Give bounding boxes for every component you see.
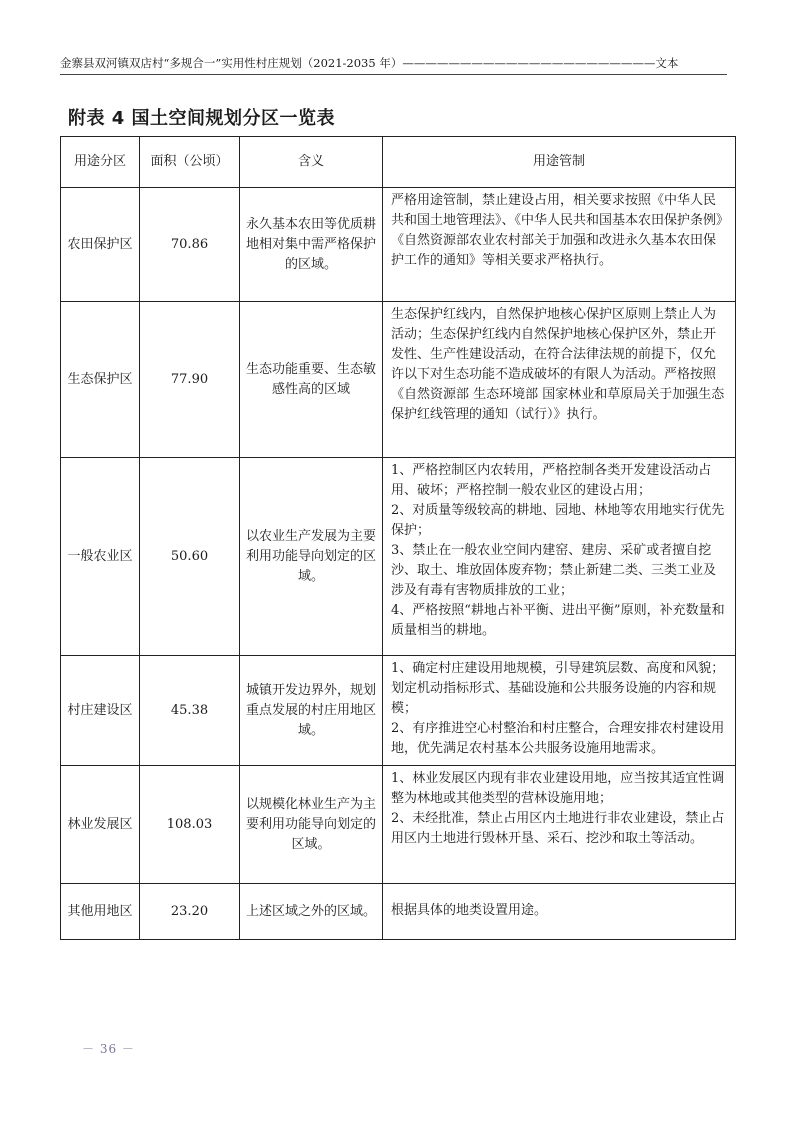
zone-cell: 生态保护区	[61, 302, 140, 458]
control-line: 生态保护红线内，自然保护地核心保护区原则上禁止人为活动；生态保护红线内自然保护地核心保护区外，禁止开发性、生产性建设活动，在符合法律法规的前提下，仅允许以下对生态功能不造成破坏的有限人为活动。严格按照《自然资源部 生态环境部 国家林业和草原局关于加强生态保护红线管理的通知（试行）》执行。	[391, 307, 725, 422]
table-row	[61, 656, 736, 766]
column-header-area: 面积（公顷）	[140, 137, 240, 188]
column-header-meaning: 含义	[240, 137, 383, 188]
area-cell: 70.86	[140, 188, 240, 302]
meaning-cell: 以农业生产发展为主要利用功能导向划定的区域。	[240, 458, 383, 656]
control-line: 4、严格按照“耕地占补平衡、进出平衡”原则，补充数量和质量相当的耕地。	[391, 603, 725, 638]
control-cell	[383, 302, 736, 458]
table-row	[61, 766, 736, 884]
control-cell	[383, 656, 736, 766]
meaning-cell: 以规模化林业生产为主要利用功能导向划定的区域。	[240, 766, 383, 884]
zone-cell: 林业发展区	[61, 766, 140, 884]
zoning-table	[60, 136, 736, 940]
area-cell: 108.03	[140, 766, 240, 884]
control-cell	[383, 188, 736, 302]
meaning-cell: 生态功能重要、生态敏感性高的区域	[240, 302, 383, 458]
area-cell: 45.38	[140, 656, 240, 766]
control-line: 1、确定村庄建设用地规模，引导建筑层数、高度和风貌；划定机动指标形式、基础设施和公共服务设施的内容和规模；	[391, 661, 725, 716]
table-row	[61, 458, 736, 656]
control-line: 严格用途管制，禁止建设占用，相关要求按照《中华人民共和国土地管理法》、《中华人民共和国基本农田保护条例》《自然资源部农业农村部关于加强和改进永久基本农田保护工作的通知》等相关要求严格执行。	[391, 193, 723, 268]
table-title: 附表 4 国土空间规划分区一览表	[68, 108, 336, 129]
control-line: 3、禁止在一般农业空间内建窑、建房、采矿或者擅自挖沙、取土、堆放固体废弃物；禁止新建二类、三类工业及涉及有毒有害物质排放的工业；	[391, 543, 717, 598]
page-number: － 36 －	[82, 1042, 135, 1056]
control-line: 2、未经批准，禁止占用区内土地进行非农业建设，禁止占用区内土地进行毁林开垦、采石、挖沙和取土等活动。	[391, 811, 725, 846]
area-cell: 77.90	[140, 302, 240, 458]
area-cell: 23.20	[140, 884, 240, 940]
control-line: 2、有序推进空心村整治和村庄整合，合理安排农村建设用地，优先满足农村基本公共服务设施用地需求。	[391, 721, 725, 756]
zone-cell: 农田保护区	[61, 188, 140, 302]
control-cell	[383, 884, 736, 940]
control-line: 2、对质量等级较高的耕地、园地、林地等农用地实行优先保护；	[391, 503, 725, 538]
control-cell	[383, 458, 736, 656]
header-divider	[60, 74, 727, 75]
control-line: 根据具体的地类设置用途。	[391, 903, 548, 918]
control-line: 1、林业发展区内现有非农业建设用地，应当按其适宜性调整为林地或其他类型的营林设施用地；	[391, 771, 725, 806]
meaning-cell: 城镇开发边界外，规划重点发展的村庄用地区域。	[240, 656, 383, 766]
zone-cell: 其他用地区	[61, 884, 140, 940]
meaning-cell: 永久基本农田等优质耕地相对集中需严格保护的区域。	[240, 188, 383, 302]
table-row	[61, 884, 736, 940]
control-line: 1、严格控制区内农转用，严格控制各类开发建设活动占用、破坏；严格控制一般农业区的建设占用；	[391, 463, 712, 498]
area-cell: 50.60	[140, 458, 240, 656]
zone-cell: 一般农业区	[61, 458, 140, 656]
meaning-cell: 上述区域之外的区域。	[240, 884, 383, 940]
table-row	[61, 302, 736, 458]
column-header-control: 用途管制	[383, 137, 736, 188]
table-row	[61, 188, 736, 302]
table-header-row	[61, 137, 736, 188]
column-header-zone: 用途分区	[61, 137, 140, 188]
control-cell	[383, 766, 736, 884]
zone-cell: 村庄建设区	[61, 656, 140, 766]
document-header: 金寨县双河镇双店村“多规合一”实用性村庄规划（2021-2035 年）——————————————————————文本	[60, 56, 679, 70]
